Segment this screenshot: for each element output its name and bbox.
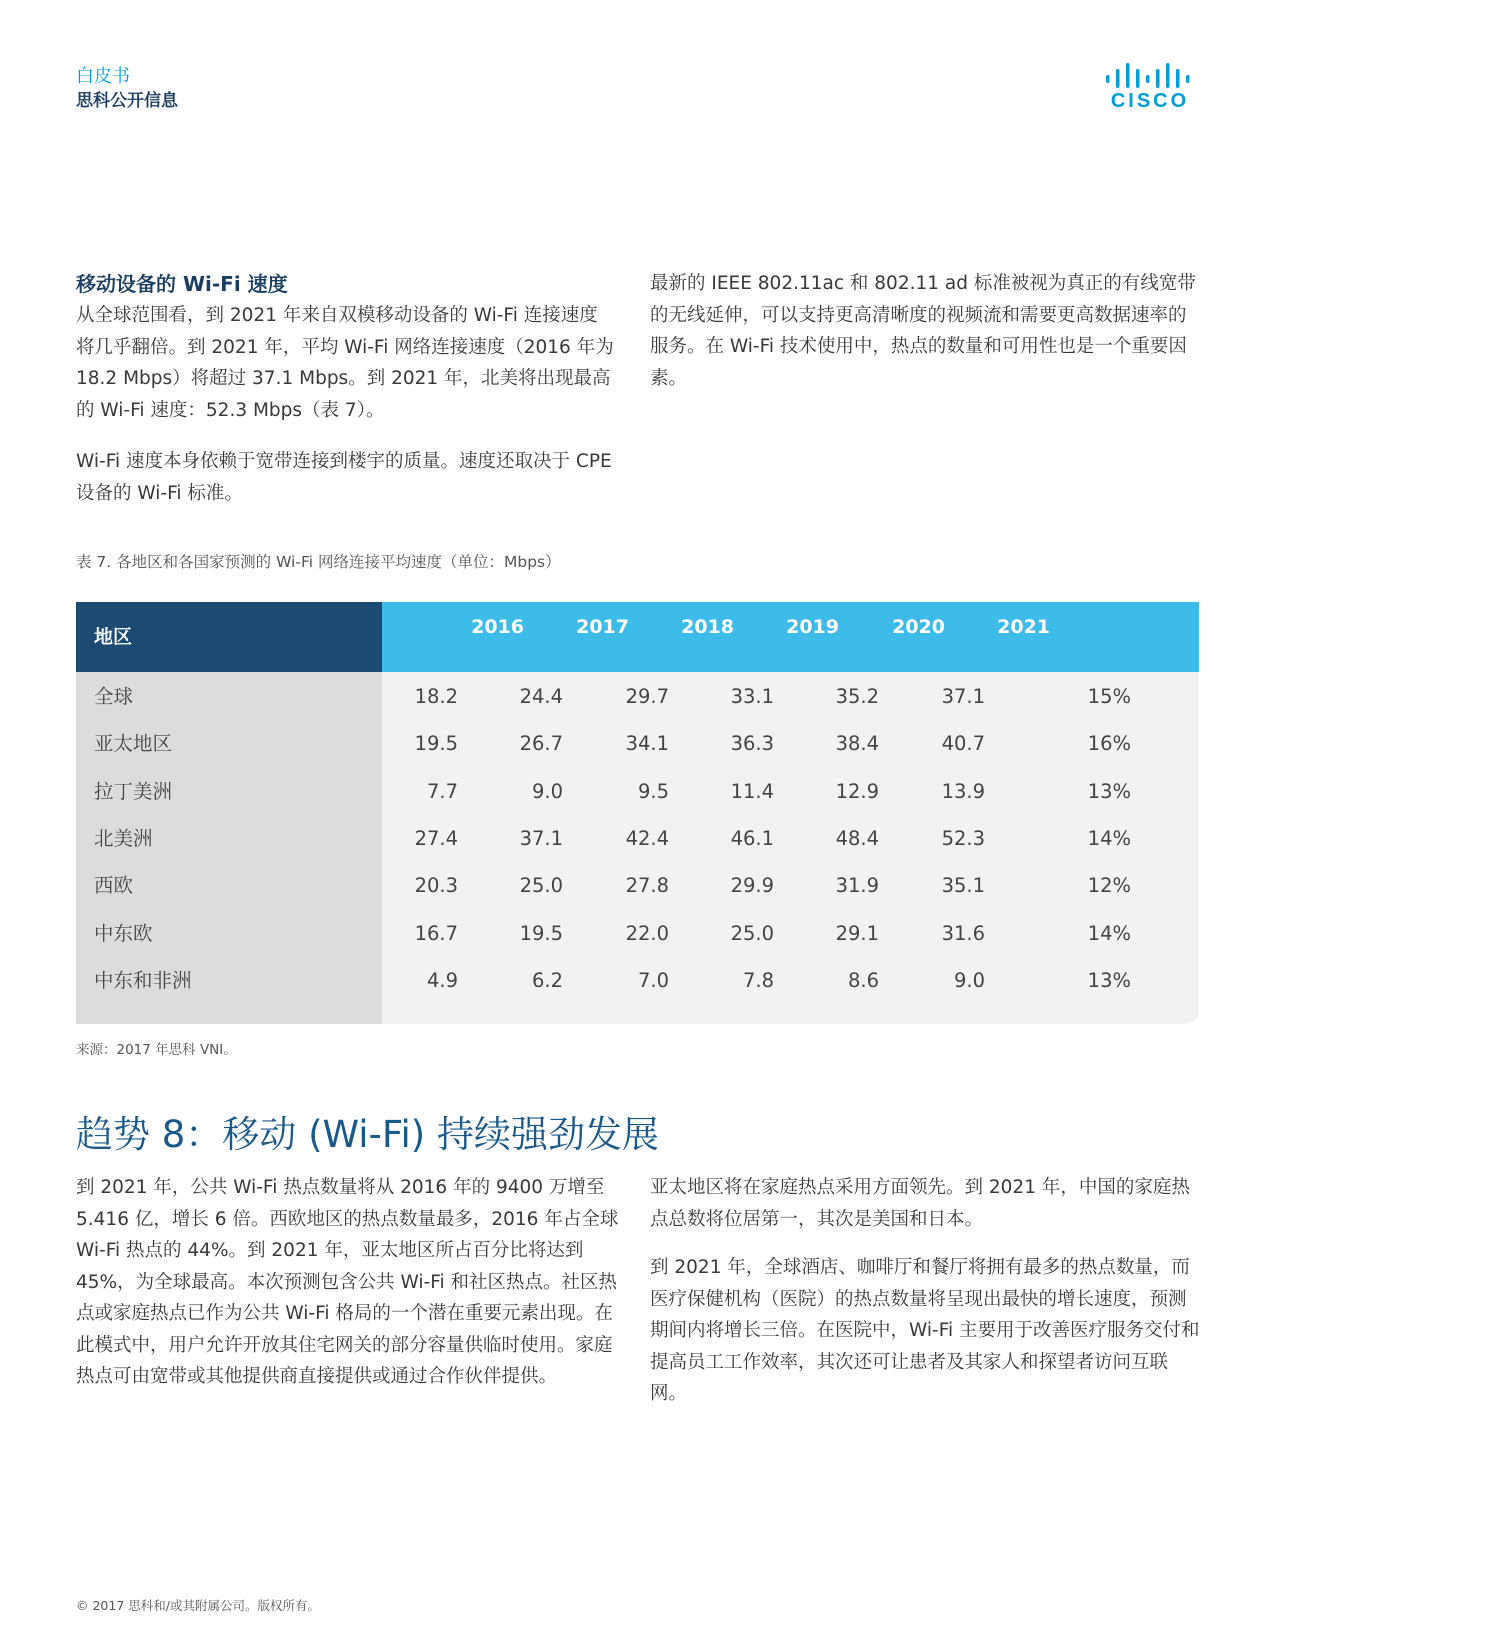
column-header-year: 2016 [471, 616, 524, 638]
value-cell: 26.7 [519, 732, 563, 756]
table-row [76, 672, 1199, 722]
value-cell: 19.5 [414, 732, 458, 756]
value-cell: 48.4 [835, 826, 879, 850]
value-cell: 13.9 [941, 779, 985, 803]
value-cell: 6.2 [531, 968, 563, 992]
cagr-cell: 15% [1087, 685, 1131, 708]
value-cell: 37.1 [941, 685, 985, 708]
table-row [76, 861, 1199, 911]
value-cell: 37.1 [519, 826, 563, 850]
cagr-cell: 14% [1087, 921, 1131, 945]
cagr-cell: 16% [1087, 732, 1131, 756]
cagr-cell: 13% [1087, 968, 1131, 992]
value-cell: 18.2 [414, 685, 458, 708]
paragraph: 从全球范围看，到 2021 年来自双模移动设备的 Wi-Fi 连接速度将几乎翻倍。到 2021 年，平均 Wi-Fi 网络连接速度（2016 年为 18.2 Mbps）将超过 37.1 Mbps。到 2021 年，北美将出现最高的 Wi-Fi 速度：52.3 Mbps（表 7）。 [76, 305, 614, 421]
value-cell: 42.4 [625, 826, 669, 850]
value-cell: 29.1 [835, 921, 879, 945]
value-cell: 29.7 [625, 685, 669, 708]
value-cell: 29.9 [730, 874, 774, 898]
value-cell: 27.8 [625, 874, 669, 898]
value-cell: 8.6 [847, 968, 879, 992]
column-header-year: 2019 [786, 616, 839, 638]
value-cell: 9.5 [637, 779, 669, 803]
value-cell: 27.4 [414, 826, 458, 850]
value-cell: 38.4 [835, 732, 879, 756]
value-cell: 35.1 [941, 874, 985, 898]
region-cell: 中东欧 [94, 921, 153, 945]
column-header-year: 2017 [576, 616, 629, 638]
value-cell: 12.9 [835, 779, 879, 803]
value-cell: 36.3 [730, 732, 774, 756]
cagr-cell: 13% [1087, 779, 1131, 803]
paragraph: 最新的 IEEE 802.11ac 和 802.11 ad 标准被视为真正的有线宽带的无线延伸，可以支持更高清晰度的视频流和需要更高数据速率的服务。在 Wi-Fi 技术使用中，热点的数量和可用性也是一个重要因素。 [650, 273, 1196, 389]
cagr-label: 复合年均增长率 [1359, 610, 1493, 632]
value-cell: 7.7 [426, 779, 458, 803]
value-cell: 4.9 [426, 968, 458, 992]
column-header-year: 2018 [681, 616, 734, 638]
value-cell: 19.5 [519, 921, 563, 945]
cagr-period: (2016–2021) [1359, 636, 1493, 658]
wifi-speed-table [76, 602, 1493, 1024]
value-cell: 9.0 [953, 968, 985, 992]
region-cell: 北美洲 [94, 826, 153, 850]
cisco-logo [1100, 62, 1200, 120]
region-cell: 拉丁美洲 [94, 779, 173, 803]
value-cell: 35.2 [835, 685, 879, 708]
paragraph: Wi-Fi 速度本身依赖于宽带连接到楼宇的质量。速度还取决于 CPE 设备的 Wi-Fi 标准。 [76, 451, 612, 504]
table-header-years [382, 602, 1493, 672]
value-cell: 20.3 [414, 874, 458, 898]
column-header-region: 地区 [76, 602, 382, 672]
table-row [76, 956, 1199, 1006]
table-row [76, 719, 1199, 769]
document-type-label: 白皮书 [76, 66, 130, 87]
value-cell: 9.0 [531, 779, 563, 803]
value-cell: 31.6 [941, 921, 985, 945]
section-heading-wifi-speed: 移动设备的 Wi-Fi 速度 [76, 272, 288, 296]
classification-label: 思科公开信息 [76, 91, 178, 111]
region-cell: 全球 [94, 685, 134, 708]
table-source: 来源：2017 年思科 VNI。 [76, 1042, 237, 1058]
value-cell: 25.0 [519, 874, 563, 898]
table-row [76, 767, 1199, 817]
column-header-cagr [1351, 608, 1501, 660]
value-cell: 7.8 [742, 968, 774, 992]
value-cell: 34.1 [625, 732, 669, 756]
value-cell: 25.0 [730, 921, 774, 945]
table-caption: 表 7. 各地区和各国家预测的 Wi-Fi 网络连接平均速度（单位：Mbps） [76, 553, 561, 571]
region-cell: 中东和非洲 [94, 968, 192, 992]
value-cell: 52.3 [941, 826, 985, 850]
paragraph: 亚太地区将在家庭热点采用方面领先。到 2021 年，中国的家庭热点总数将位居第一，其次是美国和日本。 [650, 1177, 1190, 1230]
table-row [76, 814, 1199, 864]
cagr-cell: 14% [1087, 826, 1131, 850]
trend-8-heading: 趋势 8：移动 (Wi-Fi) 持续强劲发展 [76, 1113, 659, 1156]
paragraph: 到 2021 年，全球酒店、咖啡厅和餐厅将拥有最多的热点数量，而医疗保健机构（医院）的热点数量将呈现出最快的增长速度，预测期间内将增长三倍。在医院中，Wi-Fi 主要用于改善医疗服务交付和提高员工工作效率，其次还可让患者及其家人和探望者访问互联网。 [650, 1257, 1200, 1404]
header-divider [1347, 606, 1348, 668]
value-cell: 40.7 [941, 732, 985, 756]
cisco-bars-icon [1104, 62, 1196, 88]
cagr-cell: 12% [1087, 874, 1131, 898]
column-header-year: 2020 [892, 616, 945, 638]
value-cell: 7.0 [637, 968, 669, 992]
value-cell: 33.1 [730, 685, 774, 708]
value-cell: 46.1 [730, 826, 774, 850]
value-cell: 11.4 [730, 779, 774, 803]
value-cell: 22.0 [625, 921, 669, 945]
cisco-wordmark: CISCO [1110, 90, 1190, 112]
paragraph: 到 2021 年，公共 Wi-Fi 热点数量将从 2016 年的 9400 万增至 5.416 亿，增长 6 倍。西欧地区的热点数量最多，2016 年占全球 Wi-Fi 热点的 44%。到 2021 年，亚太地区所占百分比将达到 45%，为全球最高。本次预测包含公共 Wi-Fi 和社区热点。社区热点或家庭热点已作为公共 Wi-Fi 格局的一个潜在重要元素出现。在此模式中，用户允许开放其住宅网关的部分容量供临时使用。家庭热点可由宽带或其他提供商直接提供或通过合作伙伴提供。 [76, 1177, 619, 1387]
value-cell: 31.9 [835, 874, 879, 898]
value-cell: 16.7 [414, 921, 458, 945]
region-cell: 西欧 [94, 874, 134, 898]
copyright-footer: © 2017 思科和/或其附属公司。版权所有。 [76, 1598, 320, 1613]
table-row [76, 909, 1199, 959]
column-header-year: 2021 [997, 616, 1050, 638]
region-cell: 亚太地区 [94, 732, 173, 756]
value-cell: 24.4 [519, 685, 563, 708]
